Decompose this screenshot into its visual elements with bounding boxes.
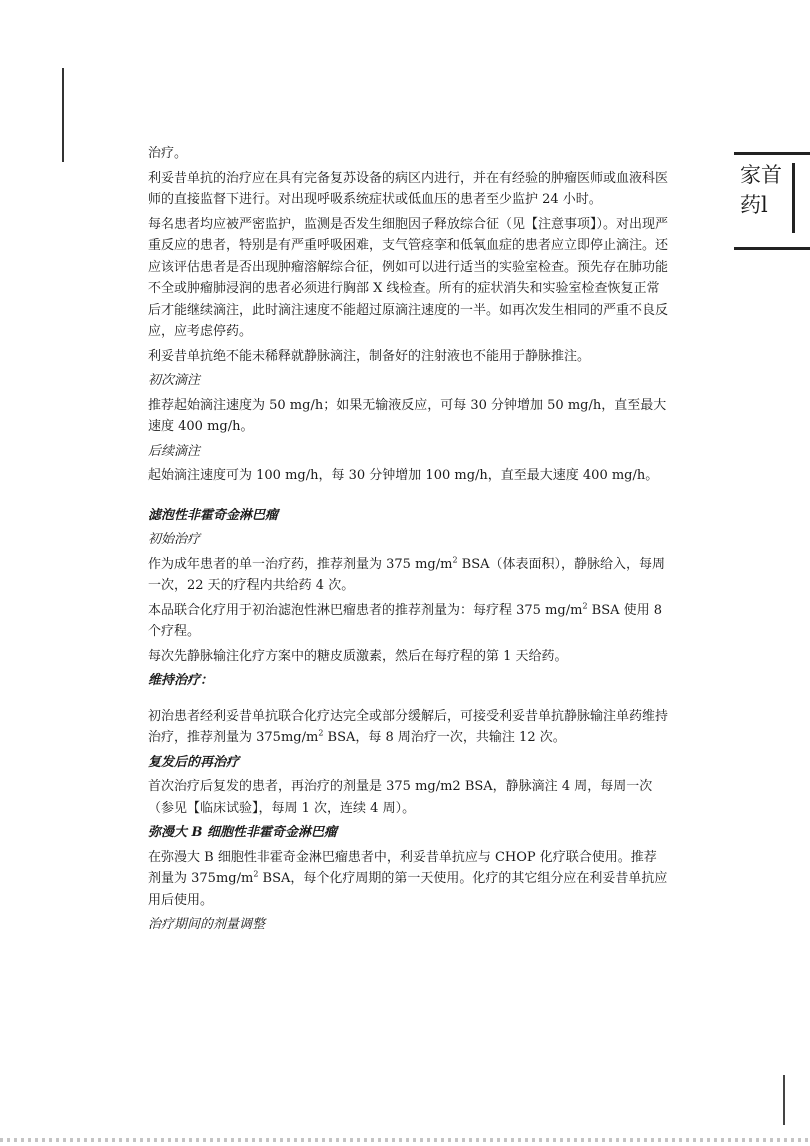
subheading: 后续滴注 [148,443,201,459]
paragraph: 起始滴注速度可为 100 mg/h，每 30 分钟增加 100 mg/h，直至最大速度 400 mg/h。 [148,468,659,483]
paragraph: 初治患者经利妥昔单抗联合化疗达完全或部分缓解后，可接受利妥昔单抗静脉输注单药维持治疗，推荐剂量为 $375mg/m^2$ BSA，每 8 周治疗一次，共输注 12 次。 [148,708,669,745]
section-heading: 滤泡性非霍奇金淋巴瘤 [148,507,279,523]
scan-bottom-edge [0,1138,810,1142]
page-edge-tab [734,152,810,250]
paragraph: 在弥漫大 B 细胞性非霍奇金淋巴瘤患者中，利妥昔单抗应与 CHOP 化疗联合使用。推荐剂量为 $375mg/m^2$ BSA，每个化疗周期的第一天使用。化疗的其它组分应在利妥昔单抗应用后使用。 [148,849,668,908]
subheading: 初始治疗 [148,532,201,547]
document-body [148,143,668,936]
edge-tab-bar [792,163,795,233]
subheading: 维持治疗： [148,673,214,688]
subheading: 复发后的再治疗 [148,754,240,770]
scan-margin-line [62,68,64,162]
subheading: 初次滴注 [148,373,201,388]
paragraph: 治疗。 [148,146,188,161]
scan-margin-line-right [783,1075,785,1125]
paragraph: 利妥昔单抗绝不能未稀释就静脉滴注，制备好的注射液也不能用于静脉推注。 [148,348,591,364]
paragraph: 每名患者均应被严密监护，监测是否发生细胞因子释放综合征（见【注意事项】）。对出现严重反应的患者，特别是有严重呼吸困难，支气管痉挛和低氧血症的患者应立即停止滴注。还应该评估患者是否出现肿瘤溶解综合征，例如可以进行适当的实验室检查。预先存在肺功能不全或肿瘤肺浸润的患者必须进行胸部 X 线检查。所有的症状消失和实验室检查恢复正常后才能继续滴注，此时滴注速度不能超过原滴注速度的一半。如再次发生相同的严重不良反应，应考虑停药。 [148,216,669,339]
paragraph: 本品联合化疗用于初治滤泡性淋巴瘤患者的推荐剂量为：每疗程 375 $mg/m^2$ BSA 使用 8 个疗程。 [148,601,663,639]
paragraph: 首次治疗后复发的患者，再治疗的剂量是 375 mg/m2 BSA，静脉滴注 4 周，每周一次（参见【临床试验】，每周 1 次，连续 4 周）。 [148,779,653,816]
paragraph: 推荐起始滴注速度为 50 mg/h；如果无输液反应，可每 30 分钟增加 50 mg/h，直至最大速度 400 mg/h。 [148,397,667,434]
edge-tab-line-1: 家首 [740,163,782,187]
paragraph: 每次先静脉输注化疗方案中的糖皮质激素，然后在每疗程的第 1 天给药。 [148,648,568,664]
section-heading: 弥漫大 B 细胞性非霍奇金淋巴瘤 [148,825,338,840]
edge-tab-line-2: 药l [740,193,768,217]
subheading: 治疗期间的剂量调整 [148,917,266,932]
paragraph: 作为成年患者的单一治疗药，推荐剂量为 375 $mg/m^2$ BSA（体表面积），静脉给入，每周一次，22 天的疗程内共给药 4 次。 [148,555,666,593]
paragraph: 利妥昔单抗的治疗应在具有完备复苏设备的病区内进行，并在有经验的肿瘤医师或血液科医师的直接监督下进行。对出现呼吸系统症状或低血压的患者至少监护 24 小时。 [148,170,669,207]
